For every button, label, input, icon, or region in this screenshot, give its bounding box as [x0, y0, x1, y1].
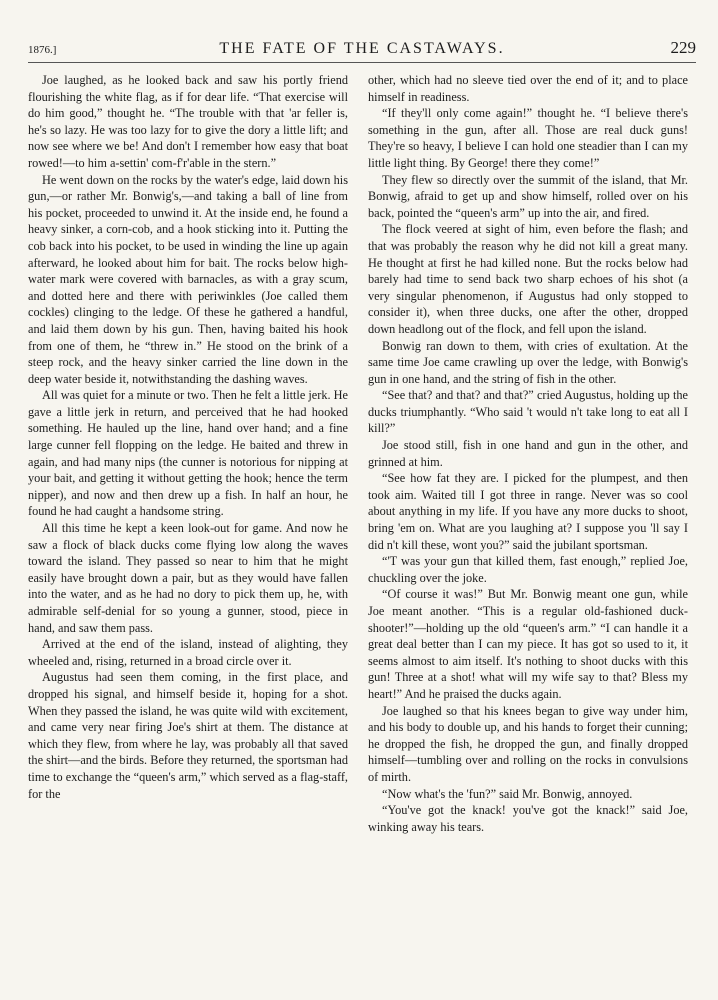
header-year: 1876.]	[28, 44, 57, 56]
paragraph: “See that? and that? and that?” cried Augustus, holding up the ducks triumphantly. “Who said 't would n't take long to eat all I kill?”	[368, 388, 688, 436]
paragraph: Arrived at the end of the island, instead of alighting, they wheeled and, rising, returned in a broad circle over it.	[28, 637, 348, 668]
paragraph: Joe laughed, as he looked back and saw his portly friend flourishing the white flag, as if for dear life. “That exercise will do him good,” thought he. “The trouble with that 'ar feller is, he's so lazy. He was too lazy for to give the dory a little lift; and now see where we be! And don't I remember how easy that boat rowed!—to him a-settin' com-f'r'able in the stern.”	[28, 73, 348, 170]
paragraph: “'T was your gun that killed them, fast enough,” replied Joe, chuckling over the joke.	[368, 554, 688, 585]
paragraph: “Now what's the 'fun?” said Mr. Bonwig, annoyed.	[382, 786, 633, 801]
paragraph: “If they'll only come again!” thought he. “I believe there's something in the gun, after all. Those are real duck guns! They're so heavy, I believe I can hold one steadier than I can my little light thing. By George! there they come!”	[368, 106, 688, 170]
paragraph: Joe laughed so that his knees began to give way under him, and his body to double up, and his hands to forget their cunning; he dropped the fish, he dropped the gun, and finally dropped himself—tumbling over and rolling on the rocks in convulsions of mirth.	[368, 703, 688, 784]
paragraph: Joe stood still, fish in one hand and gun in the other, and grinned at him.	[368, 438, 688, 469]
paragraph: All this time he kept a keen look-out for game. And now he saw a flock of black ducks come flying low along the waves toward the island. They passed so near to him that he might easily have brought down a pair, but as they would have fallen into the water, and as he had no dory to pick them up, he, with admirable self-denial for so young a gunner, stood, piece in hand, and saw them pass.	[28, 521, 348, 635]
paragraph: He went down on the rocks by the water's edge, laid down his gun,—or rather Mr. Bonwig's,—and taking a ball of line from his pocket, proceeded to unwind it. At the inside end, he found a heavy sinker, a corn-cob, and a hook sticking into it. Putting the cob back into his pocket, to be used in winding the line up again afterward, he looked about him for bait. The rocks below high-water mark were covered with barnacles, as with a gray scum, and dotted here and there with periwinkles (Joe called them cockles) clinging to the ledge. Of these he gathered a handful, and laid them down by his gun. Then, having baited his hook from one of them, he “threw in.” He stood on the brink of a steep rock, and the heavy sinker carried the line down in the deep water beside it, notwithstanding the dashing waves.	[28, 172, 348, 386]
left-column	[28, 72, 348, 802]
right-column	[368, 72, 688, 835]
paragraph: “See how fat they are. I picked for the plumpest, and then took aim. Waited till I got three in range. Never was so cool about anything in my life. If you have any more ducks to shoot, bring 'em on. What are you laughing at? I suppose you 'll say I did n't kill these, wont you?” said the jubilant sportsman.	[368, 471, 688, 552]
paragraph: All was quiet for a minute or two. Then he felt a little jerk. He gave a little jerk in return, and perceived that he had hooked something. He hauled up the line, hand over hand; and a fine large cunner fell flopping on the ledge. He baited and threw in again, and had many nips (the cunner is notorious for nipping at your bait, and getting it without getting the hook; hence the term nipper), and now and then drew up a fish. In half an hour, he found he had caught a handsome string.	[28, 388, 348, 519]
paragraph: The flock veered at sight of him, even before the flash; and that was probably the reason why he did not kill a great many. He thought at first he had killed none. But the rocks below had barely had time to send back two sharp echoes of his shot (a very singular phenomenon, if Augustus had only stopped to consider it), when three ducks, one after the other, dropped down headlong out of the flock, and fell upon the island.	[368, 222, 688, 336]
page-number: 229	[670, 38, 696, 57]
paragraph: “Of course it was!” But Mr. Bonwig meant one gun, while Joe meant another. “This is a regular old-fashioned duck-shooter!”—holding up the old “queen's arm.” “I can handle it a great deal better than I can my piece. It has got so used to it, it seems almost to aim itself. It's nothing to shoot ducks with this gun! Three at a shot! what will my wife say to that? Bless my heart!” And he praised the ducks again.	[368, 587, 688, 701]
paragraph: Bonwig ran down to them, with cries of exultation. At the same time Joe came crawling up over the ledge, with Bonwig's gun in one hand, and the string of fish in the other.	[368, 338, 688, 386]
paragraph: They flew so directly over the summit of the island, that Mr. Bonwig, afraid to get up and show himself, rolled over on his back, pointed the “queen's arm” up into the air, and fired.	[368, 172, 688, 220]
header-title: THE FATE OF THE CASTAWAYS.	[219, 40, 505, 57]
paragraph: Augustus had seen them coming, in the first place, and dropped his signal, and himself beside it, hoping for a shot. When they passed the island, he was quite wild with excitement, and came very near firing Joe's shirt at them. The distance at which they flew, from where he lay, was probably all that saved the shirt—and the birds. Before they returned, the sportsman had time to exchange the “queen's arm,” which served as a flag-staff, for the	[28, 670, 348, 801]
paragraph: other, which had no sleeve tied over the end of it; and to place himself in readiness.	[368, 73, 688, 104]
running-header	[28, 38, 696, 63]
paragraph: “You've got the knack! you've got the knack!” said Joe, winking away his tears.	[368, 803, 688, 834]
